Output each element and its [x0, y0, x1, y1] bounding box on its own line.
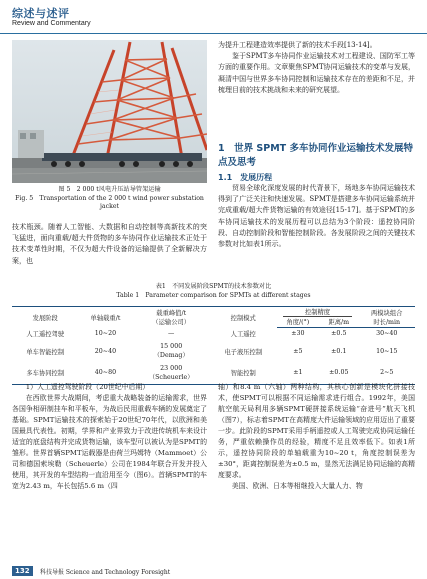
cell-angle: ±1 [277, 362, 320, 384]
right-paragraph-1: 为提升工程建造效率提供了新的技术手段[13-14]。 [218, 41, 377, 49]
cell-stage: 多车协同控制 [12, 362, 79, 384]
header-rule [0, 33, 427, 34]
col-load-capacity-label: 载重峰值/t [156, 310, 187, 317]
bottom-right-column [218, 382, 415, 492]
section-name-cn: 综述与述评 [12, 7, 70, 20]
parameter-comparison-table [12, 306, 415, 385]
journal-name: 科技导报 Science and Technology Foresight [40, 569, 171, 576]
cell-load-value [132, 340, 210, 362]
cell-load-company: （Scheuerle） [148, 373, 194, 381]
bottom-left-column [12, 382, 207, 492]
right-column-intro [218, 40, 415, 96]
stage-1-continued: 轴）和8.4 m（六轴）两种结构，其核心创新是模块化拼接技术，使SPMT可以根据不同运输需求进行组合。1992年，美国航空航天局利用多辆SPMT硬拼接系统运输“奋进号”航天飞机（图7），标志着SPMT在高精度大件运输领域的应用迈出了重要一步。此阶段的SPMT采用手柄遥控或人工驾驶完成协同运输任务，严重依赖操作员的经验，精度不足且效率低下。如表1所示，遥控协同阶段的单轴载重为10~20 t，角度控制误差为±30°，距离控制误差为±0.5 m，显然无法满足协同运输的高精度要求。 [218, 383, 415, 479]
cell-angle: ±5 [293, 347, 303, 355]
table-caption-en: Table 1 Parameter comparison for SPMTs at different stages [116, 292, 311, 299]
figure-caption [12, 186, 207, 212]
right-paragraph-2: 鉴于SPMT多车协同作业运输技术对工程建设、国防军工等方面的重要作用。文章聚焦SPMT协同运输技术的变革与发展，凝清中国与世界多车协同控制和运输技术存在的差距和不足，并梳理目前的技术挑战和未来的研究展望。 [218, 52, 415, 94]
cell-stage: 人工遥控驾驶 [26, 331, 65, 338]
cell-time: 10~15 [376, 347, 398, 355]
cell-time: 2~5 [358, 362, 415, 384]
cell-axle-load: 10~20 [94, 330, 117, 337]
stage-1-paragraph: 在西欧世界大战期间，考虑重大战略装备的运输需求，世界各国争相研制挂车和平板车，为战后民用重载车辆的发展奠定了基础。SPMT运输技术的探索始于20世纪70年代，以欧洲和美国最具代表性。初期，学界和产业界致力于改进传统机车来设计适宜的底盘结构并完成货物运输，该车型可以被认为是SPMT的雏形。世界首辆SPMT运载器是由荷兰玛姆特（Mammoet）公司和德国索埃勒（Scheuerle）公司在1984年联合开发并投入使用，其开发的车型结构一直沿用至今（图6）。首辆SPMT的车宽为2.43 m，车长包括5.6 m（四 [12, 394, 207, 490]
subsection-1-1-heading: 1.1 发展历程 [218, 173, 273, 182]
table-row [12, 340, 415, 362]
cell-distance: ±0.5 [331, 330, 347, 338]
col-control-mode: 控制模式 [210, 307, 277, 328]
cell-load-number: 23 000 [160, 364, 183, 372]
subsection-1-1-paragraph: 贸易全球化深度发展的时代背景下，场地多车协同运输技术得到了广泛关注和快速发展。SPMT是搭建多车协同运输系统并完成重载/超大件货物运输的有效途径[15-17]。基于SPMT的多车协同运输技术的发展历程可以总结为3个阶段：遥控协同阶段、自动控制阶段和智能控制阶段。各发展阶段之间的关键技术参数对比如表1所示。 [218, 184, 415, 249]
section-1-heading: 1 世界 SPMT 多车协同作业运输技术发展特点及思考 [218, 143, 413, 168]
jacket-transport-illustration [12, 40, 207, 183]
col-precision [277, 307, 359, 318]
cell-load-value: — [168, 330, 175, 337]
table-row [12, 327, 415, 340]
figure-caption-en: Fig. 5 Transportation of the 2 000 t wind power substation jacket [15, 194, 204, 210]
cell-load-number: 15 000 [160, 343, 183, 350]
left-paragraph-1: 技术瓶颈。随着人工智能、大数据和自动控制等高新技术的突飞猛进，面向重载/超大件货物的多车协同作业运输技术正处于技术变革性时期，不仅为超大件设备的运输提供了全新解决方案，也 [12, 223, 207, 265]
next-paragraph: 美国、欧洲、日本等相继投入大量人力、物 [231, 482, 363, 490]
cell-control: 电子液压控制 [224, 348, 263, 356]
col-axle-load: 单轴载重/t [79, 307, 133, 328]
jacket-transport-photo [12, 40, 207, 183]
col-time: 时长/min [358, 317, 415, 327]
table-row [12, 362, 415, 384]
col-load-capacity-sub: （运输公司） [152, 319, 191, 326]
col-stage: 发展阶段 [12, 307, 79, 328]
cell-time: 30~40 [376, 330, 398, 338]
col-distance: 距离/m [319, 317, 358, 327]
cell-control: 智能控制 [210, 362, 277, 384]
col-precision-label: 控制精度 [304, 309, 331, 316]
figure-caption-cn: 图 5 2 000 t风电升压站导管架运输 [58, 186, 161, 193]
running-header [0, 0, 427, 38]
col-load-capacity [132, 307, 210, 328]
cell-stage: 单车智能控制 [26, 348, 65, 356]
stage-1-heading: 1）人工遥控驾驶阶段（20世纪中后期） [25, 383, 150, 391]
cell-load-value [132, 362, 210, 384]
section-name-en: Review and Commentary [12, 20, 91, 27]
cell-axle-load: 40~80 [79, 362, 133, 384]
col-assembly: 两模块组合 [358, 307, 415, 318]
cell-angle: ±30 [291, 330, 305, 338]
cell-load-company: （Demag） [153, 352, 189, 359]
cell-axle-load: 20~40 [94, 347, 117, 355]
col-angle: 角度/(°) [277, 317, 320, 327]
cell-distance: ±0.1 [331, 347, 347, 355]
page-footer [0, 563, 427, 579]
left-column-text [12, 222, 207, 267]
table-caption-cn: 表1 不同发展阶段SPMT的技术参数对比 [155, 283, 272, 290]
cell-distance: ±0.05 [319, 362, 358, 384]
cell-control: 人工遥控 [230, 331, 256, 338]
subsection-1-1-text [218, 183, 415, 250]
table-caption [12, 282, 415, 300]
page-number: 132 [12, 566, 33, 576]
